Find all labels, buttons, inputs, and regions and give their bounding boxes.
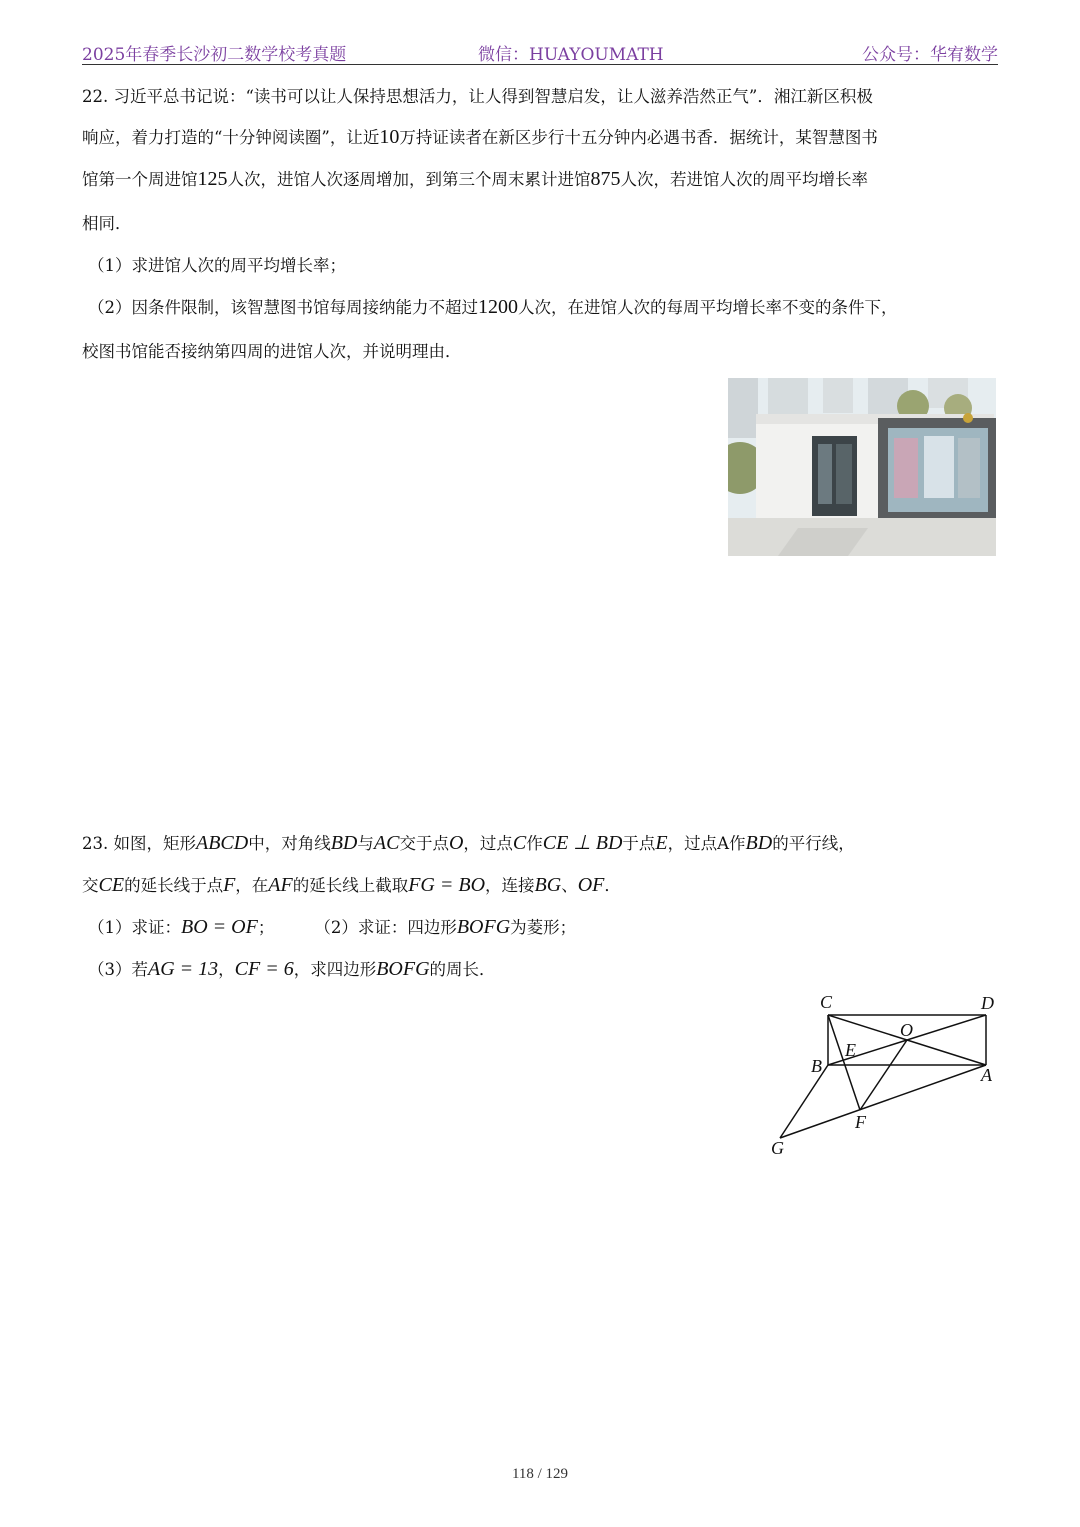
q22-part-1: （1）求进馆人次的周平均增长率； <box>88 256 346 275</box>
q22-line-4: 相同． <box>82 214 132 233</box>
label-o: O <box>900 1020 913 1040</box>
label-c: C <box>820 992 833 1012</box>
q23-part-3: （3）若AG = 13，CF = 6，求四边形BOFG的周长． <box>88 958 496 980</box>
q23-line-1: 23. 如图，矩形ABCD中，对角线BD与AC交于点O，过点C作CE ⊥ BD于点E，过点A作BD的平行线， <box>82 832 855 854</box>
segment-of <box>860 1040 907 1110</box>
rectangle-diagram <box>760 988 1010 1163</box>
library-photo-drawing <box>728 378 996 556</box>
header-title: 2025年春季长沙初二数学校考真题 <box>82 45 347 65</box>
q22-line-1: 22. 习近平总书记说：“读书可以让人保持思想活力，让人得到智慧启发，让人滋养浩然正气”．湘江新区积极 <box>82 87 873 106</box>
label-b: B <box>811 1056 822 1076</box>
label-g: G <box>771 1138 784 1158</box>
label-a: A <box>981 1065 992 1085</box>
q22-part-2-cont: 校图书馆能否接纳第四周的进馆人次，并说明理由． <box>82 342 462 361</box>
label-f: F <box>855 1112 866 1132</box>
segment-cf <box>828 1015 860 1110</box>
page-number: 118 / 129 <box>511 1466 569 1482</box>
q22-line-3: 馆第一个周进馆125人次，进馆人次逐周增加，到第三个周末累计进馆875人次，若进馆人次的周平均增长率 <box>82 168 868 190</box>
page-header <box>82 36 998 65</box>
q23-part-1-2: （1）求证：BO = OF； （2）求证：四边形BOFG为菱形； <box>88 916 577 938</box>
library-photo <box>728 378 996 556</box>
q23-line-2: 交CE的延长线于点F，在AF的延长线上截取FG = BO，连接BG、OF． <box>82 874 621 896</box>
header-account: 公众号：华宥数学 <box>862 45 998 65</box>
label-e: E <box>845 1040 856 1060</box>
geometry-figure <box>760 988 1010 1163</box>
q22-line-2: 响应，着力打造的“十分钟阅读圈”，让近10万持证读者在新区步行十五分钟内必遇书香．据统计，某智慧图书 <box>82 126 878 148</box>
q22-part-2: （2）因条件限制，该智慧图书馆每周接纳能力不超过1200人次，在进馆人次的每周平均增长率不变的条件下， <box>88 296 898 318</box>
header-wechat: 微信：HUAYOUMATH <box>478 45 664 65</box>
label-d: D <box>981 993 994 1013</box>
